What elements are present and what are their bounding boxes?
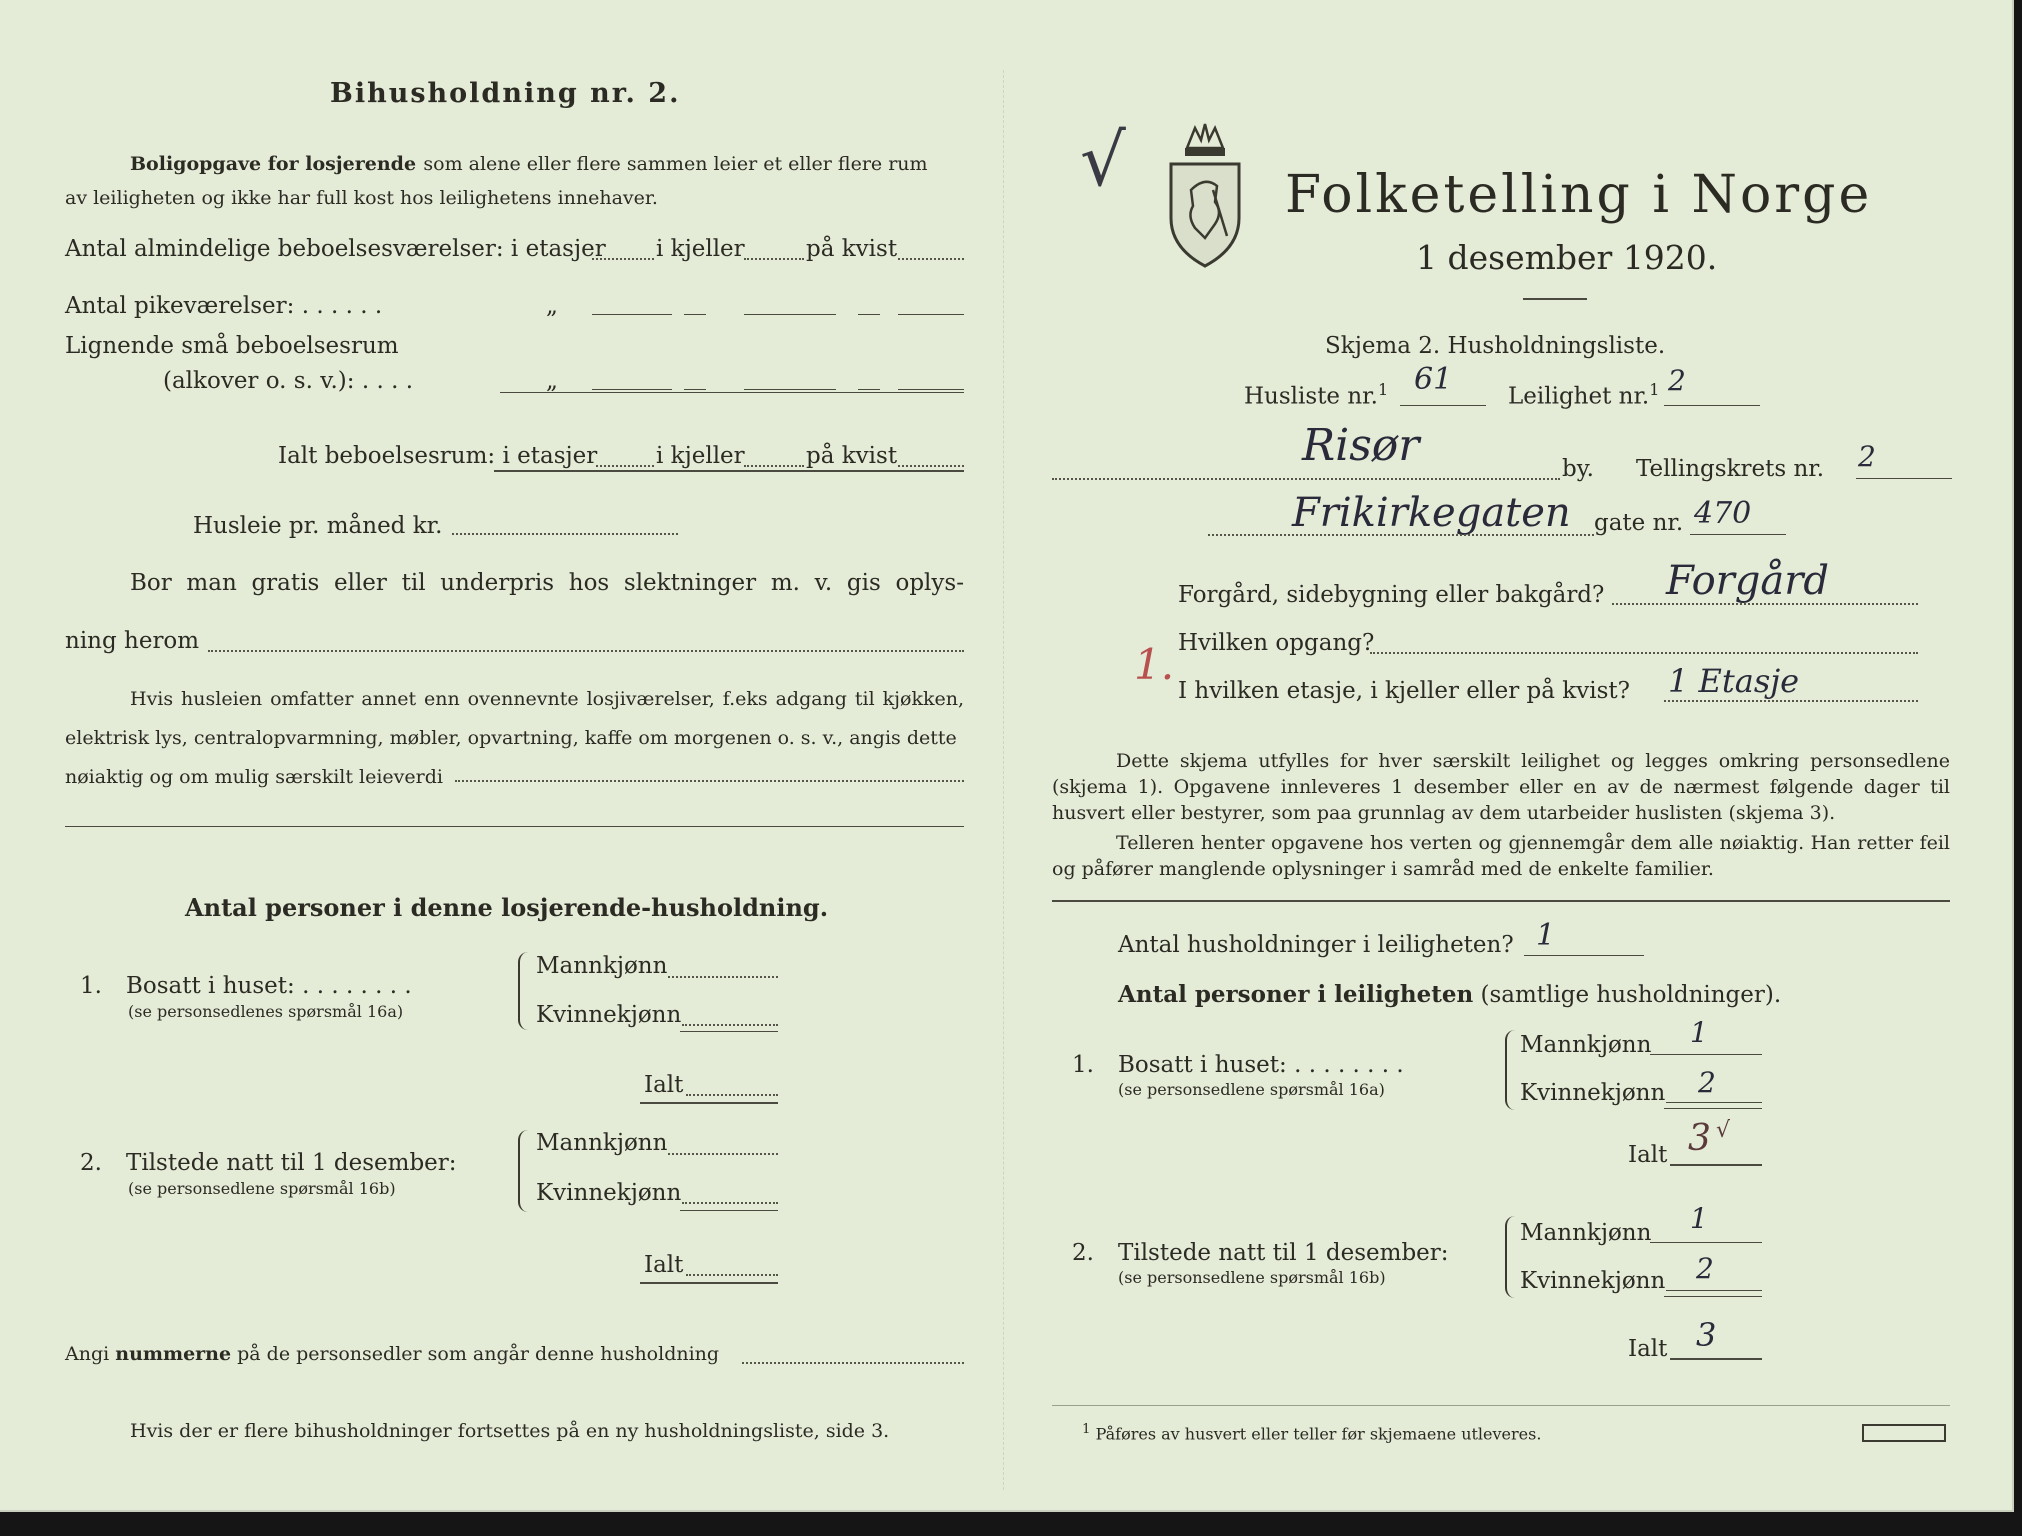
right-q1-mann-field[interactable] xyxy=(1650,1054,1762,1055)
gate-field[interactable] xyxy=(1208,534,1594,536)
intro-bold: Boligopgave for losjerende xyxy=(130,153,417,175)
husliste-field[interactable] xyxy=(1400,405,1486,406)
right-title: Folketelling i Norge xyxy=(1285,165,1873,225)
bor-line2: ning herom xyxy=(65,628,200,654)
alkover-kvist-field[interactable] xyxy=(898,389,964,390)
right-q1-mann-value: 1 xyxy=(1690,1016,1708,1049)
husliste-text: Husliste nr. xyxy=(1244,383,1378,410)
intro-line2: av leiligheten og ikke har full kost hos leilighetens innehaver. xyxy=(65,187,658,209)
left-q1-label: Bosatt i huset: . . . . . . . . xyxy=(126,973,412,999)
leilighet-label xyxy=(1508,380,1659,410)
lignende-label: Lignende små beboelsesrum xyxy=(65,333,399,359)
by-value: Risør xyxy=(1302,420,1420,471)
right-q1-label: Bosatt i huset: . . . . . . . . xyxy=(1118,1052,1404,1078)
pike-dash1 xyxy=(684,314,706,315)
angi-field[interactable] xyxy=(742,1362,964,1364)
gate-nr-field[interactable] xyxy=(1690,534,1786,535)
left-q2-mann-field[interactable] xyxy=(668,1153,778,1155)
leilighet-text: Leilighet nr. xyxy=(1508,383,1650,410)
footnote-text: Påføres av husvert eller teller før skjemaene utleveres. xyxy=(1095,1424,1542,1444)
pike-kvist-field[interactable] xyxy=(898,314,964,315)
right-q1-kvinne-value: 2 xyxy=(1698,1066,1716,1099)
antal-hush-label: Antal husholdninger i leiligheten? xyxy=(1118,932,1514,958)
ialt-rooms-label: Ialt beboelsesrum: i etasjer xyxy=(278,443,598,469)
left-q1-kvinne-label: Kvinnekjønn xyxy=(536,1002,682,1028)
husleie-label: Husleie pr. måned kr. xyxy=(193,513,443,539)
right-q2-num: 2. xyxy=(1072,1240,1094,1266)
right-q2-ialt-value: 3 xyxy=(1696,1316,1717,1354)
pike-dash2 xyxy=(858,314,880,315)
footnote-num: 1 xyxy=(1082,1422,1091,1437)
ialt-etasjer-field[interactable] xyxy=(596,465,654,467)
ialt-kvist-label: på kvist xyxy=(806,443,898,469)
etasje-field[interactable] xyxy=(1664,700,1918,702)
alkover-kjeller-field[interactable] xyxy=(744,389,836,390)
etasje-label: I hvilken etasje, i kjeller eller på kvist? xyxy=(1178,678,1630,704)
ialt-kjeller-field[interactable] xyxy=(744,465,804,467)
rooms-kvist-field[interactable] xyxy=(898,258,964,260)
right-q1-kvinne-label: Kvinnekjønn xyxy=(1520,1080,1666,1106)
right-q1-ialt-field[interactable] xyxy=(1670,1164,1762,1166)
alkover-dash1 xyxy=(684,389,706,390)
leieverdi-field2[interactable] xyxy=(65,826,964,827)
right-q1-mann-label: Mannkjønn xyxy=(1520,1032,1652,1058)
opgang-label: Hvilken opgang? xyxy=(1178,630,1375,656)
right-q1-ialt-label: Ialt xyxy=(1628,1142,1668,1168)
husleie-field[interactable] xyxy=(452,533,678,535)
alkover-label: (alkover o. s. v.): . . . . xyxy=(163,368,414,394)
pike-kjeller-field[interactable] xyxy=(744,314,836,315)
right-q2-ialt-field[interactable] xyxy=(1670,1358,1762,1360)
right-q2-mann-field[interactable] xyxy=(1650,1242,1762,1243)
pike-etasjer-field[interactable] xyxy=(592,314,672,315)
rooms-kjeller-field[interactable] xyxy=(744,258,804,260)
right-q1-check: √ xyxy=(1716,1118,1731,1143)
antal-hush-value: 1 xyxy=(1536,918,1556,953)
right-q2-ialt-label: Ialt xyxy=(1628,1336,1668,1362)
alkover-comma: „ xyxy=(546,368,558,394)
leilighet-sup: 1 xyxy=(1649,380,1660,399)
forgard-value: Forgård xyxy=(1666,558,1829,604)
rooms-label: Antal almindelige beboelsesværelser: i etasjer xyxy=(65,236,606,262)
angi-line xyxy=(65,1343,719,1365)
tellingskrets-label: Tellingskrets nr. xyxy=(1636,456,1825,482)
ialt-kvist-field[interactable] xyxy=(898,465,964,467)
rooms-kvist-label: på kvist xyxy=(806,236,898,262)
antal-pers-bold: Antal personer i leiligheten xyxy=(1118,981,1474,1008)
left-q1-ialt-label: Ialt xyxy=(644,1072,684,1098)
left-q1-sum-rule xyxy=(680,1031,778,1032)
title-rule xyxy=(1523,298,1587,300)
hvis-text: Hvis husleien omfatter annet enn ovennevnte losjiværelser, f.eks adgang til kjøkken, elektrisk lys, centralopvarmning, møbler, opvartning, kaffe om morgenen o. s. v., angis dette xyxy=(65,688,964,749)
left-q1-sub: (se personsedlenes spørsmål 16a) xyxy=(128,1002,404,1021)
husliste-sup: 1 xyxy=(1377,380,1389,399)
left-q2-ialt-rule xyxy=(640,1282,778,1284)
left-q2-kvinne-label: Kvinnekjønn xyxy=(536,1180,682,1206)
left-q2-label: Tilstede natt til 1 desember: xyxy=(126,1150,457,1176)
left-antal-heading: Antal personer i denne losjerende-husholdning. xyxy=(185,893,829,922)
right-q1-sub: (se personsedlene spørsmål 16a) xyxy=(1118,1080,1385,1099)
left-q2-mann-label: Mannkjønn xyxy=(536,1130,668,1156)
printer-stamp xyxy=(1862,1424,1946,1442)
husliste-label xyxy=(1244,380,1388,410)
right-q1-sum-rule xyxy=(1664,1108,1762,1109)
right-q2-brace xyxy=(1505,1216,1517,1298)
left-q2-sum-rule xyxy=(680,1210,778,1211)
left-q2-brace xyxy=(518,1130,530,1212)
left-q2-kvinne-field[interactable] xyxy=(682,1202,778,1204)
leieverdi-field[interactable] xyxy=(455,780,964,782)
husliste-value: 61 xyxy=(1414,362,1453,397)
opgang-field[interactable] xyxy=(1370,652,1918,654)
left-q2-num: 2. xyxy=(80,1150,102,1176)
antal-hush-field[interactable] xyxy=(1524,955,1644,956)
tellingskrets-field[interactable] xyxy=(1856,478,1952,479)
right-date: 1 desember 1920. xyxy=(1416,238,1718,277)
right-q2-label: Tilstede natt til 1 desember: xyxy=(1118,1240,1449,1266)
ialt-kjeller-label: i kjeller xyxy=(656,443,745,469)
margin-one-mark: 1. xyxy=(1134,640,1175,689)
right-q2-kvinne-value: 2 xyxy=(1696,1252,1714,1285)
angi-rest: på de personsedler som angår denne husholdning xyxy=(237,1343,720,1365)
gate-nr-value: 470 xyxy=(1694,496,1752,531)
angi-pre: Angi xyxy=(65,1343,110,1365)
rooms-etasjer-field[interactable] xyxy=(592,258,654,260)
angi-bold: nummerne xyxy=(115,1343,232,1365)
left-q2-sub: (se personsedlene spørsmål 16b) xyxy=(128,1179,396,1198)
gate-value: Frikirkegaten xyxy=(1292,490,1571,536)
antal-pers-line xyxy=(1118,981,1781,1008)
leilighet-field[interactable] xyxy=(1664,405,1760,406)
pike-label: Antal pikeværelser: . . . . . . xyxy=(65,293,383,319)
right-q2-sub: (se personsedlene spørsmål 16b) xyxy=(1118,1268,1386,1287)
by-label: by. xyxy=(1562,456,1594,482)
right-q2-kvinne-label: Kvinnekjønn xyxy=(1520,1268,1666,1294)
check-mark: √ xyxy=(1080,118,1126,202)
right-q2-mann-value: 1 xyxy=(1690,1202,1708,1235)
footnote-line xyxy=(1082,1422,1541,1443)
instructions-1: Dette skjema utfylles for hver særskilt leilighet og legges omkring personsedlene (skjema 1). Opgavene innleveres 1 desember eller en av de nærmest følgende dager til husvert eller bestyrer, som paa grunnlag av dem utarbeider huslisten (skjema 3). xyxy=(1052,750,1950,824)
instructions-2: Telleren henter opgavene hos verten og gjennemgår dem alle nøiaktig. Han retter feil og påfører manglende oplysninger i samråd med de enkelte familier. xyxy=(1052,832,1950,880)
right-q1-num: 1. xyxy=(1072,1052,1094,1078)
antal-pers-rest: (samtlige husholdninger). xyxy=(1480,982,1782,1008)
right-q2-kvinne-field[interactable] xyxy=(1666,1290,1762,1291)
rooms-kjeller-label: i kjeller xyxy=(656,236,745,262)
alkover-etasjer-field[interactable] xyxy=(592,389,672,390)
bor-line1: Bor man gratis eller til underpris hos slektninger m. v. gis oplys- xyxy=(130,570,964,596)
leilighet-value: 2 xyxy=(1668,364,1686,397)
instructions-rule xyxy=(1052,900,1950,902)
by-field[interactable] xyxy=(1052,478,1560,480)
left-title: Bihusholdning nr. 2. xyxy=(330,78,681,109)
left-q1-mann-label: Mannkjønn xyxy=(536,953,668,979)
left-q1-ialt-rule xyxy=(640,1102,778,1104)
footnote-rule xyxy=(1052,1405,1950,1406)
coat-of-arms-icon xyxy=(1165,120,1245,270)
sum-rule xyxy=(500,392,964,393)
pike-comma: „ xyxy=(546,293,558,319)
ialt-underline xyxy=(494,470,964,472)
intro-rest: som alene eller flere sammen leier et eller flere rum xyxy=(423,153,928,175)
tellingskrets-value: 2 xyxy=(1858,440,1876,473)
right-q1-brace xyxy=(1505,1030,1517,1110)
skjema-label: Skjema 2. Husholdningsliste. xyxy=(1325,333,1666,359)
left-q1-mann-field[interactable] xyxy=(668,976,778,978)
alkover-dash2 xyxy=(858,389,880,390)
left-q1-brace xyxy=(518,952,530,1030)
left-q2-ialt-label: Ialt xyxy=(644,1252,684,1278)
left-footer: Hvis der er flere bihusholdninger fortsettes på en ny husholdningsliste, side 3. xyxy=(130,1420,890,1442)
bor-field[interactable] xyxy=(208,650,964,652)
left-q1-ialt-field[interactable] xyxy=(686,1094,778,1096)
right-q2-mann-label: Mannkjønn xyxy=(1520,1220,1652,1246)
left-q2-ialt-field[interactable] xyxy=(686,1274,778,1276)
left-q1-num: 1. xyxy=(80,973,102,999)
gate-label: gate nr. xyxy=(1594,510,1684,536)
left-q1-kvinne-field[interactable] xyxy=(682,1024,778,1026)
right-q1-ialt-value: 3 xyxy=(1688,1118,1711,1159)
etasje-value: 1 Etasje xyxy=(1668,662,1800,700)
page-fold xyxy=(1003,70,1004,1490)
hvis-last: nøiaktig og om mulig særskilt leieverdi xyxy=(65,766,443,788)
forgard-label: Forgård, sidebygning eller bakgård? xyxy=(1178,582,1605,608)
right-q1-kvinne-field[interactable] xyxy=(1666,1102,1762,1103)
right-q2-sum-rule xyxy=(1664,1296,1762,1297)
intro-line1 xyxy=(130,150,928,176)
